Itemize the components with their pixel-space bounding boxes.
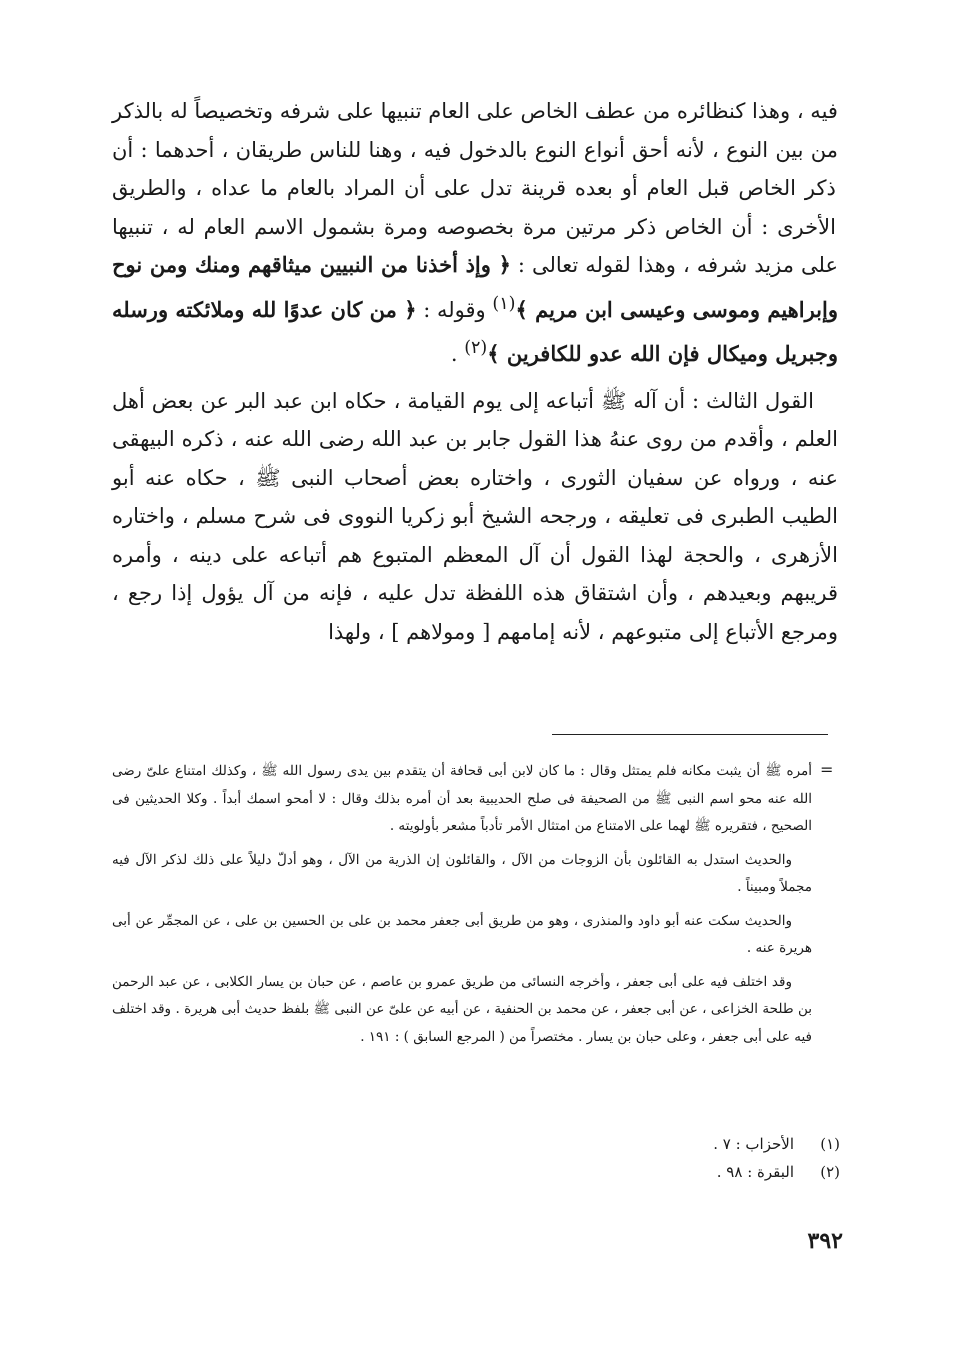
connector-text: وقوله : [416, 297, 493, 322]
footnote-paragraph: وقد اختلف فيه على أبى جعفر ، وأخرجه النسائى من طريق عمرو بن عاصم ، عن حبان بن يسار الكلابى ، عن عبد الرحمن بن طلحة الخزاعى ، عن أبى جعفر ، عن محمد بن الحنفية ، عن أبيه عن علىّ عن النبى ﷺ بلفظ حديث أبى هريرة . وقد اختلف فيه على أبى جعفر ، وعلى حبان بن يسار . مختصراً من ( المرجع السابق ) : ١٩١ . [112, 973, 812, 1045]
footnotes-block [112, 758, 812, 1051]
text-line: فيه ، وهذا كنظائره من عطف الخاص على العام تنبيها على شرفه وتخصيصاً له بالذكر [112, 99, 838, 123]
footnote-paragraph: والحديث سكت عنه أبو داود والمنذرى ، وهو من طريق أبى جعفر محمد بن على بن الحسين بن على ، عن المجمِّر عن أبى هريرة عنه . [112, 912, 812, 956]
reference-text: البقرة : ٩٨ . [716, 1163, 794, 1181]
quran-verse-2: ﴿ من كان عدوًا لله وملائكته ورسله وجبريل وميكال فإن الله عدو للكافرين ﴾ [112, 296, 838, 366]
reference-number: (٢) [820, 1163, 840, 1181]
page-number: ٣٩٢ [807, 1228, 843, 1254]
paragraph-2: القول الثالث : أن آله ﷺ أتباعه إلى يوم القيامة ، حكاه ابن عبد البر عن بعض أهل العلم ، وأقدم من روى عنهُ هذا القول جابر بن عبد الله رضى الله عنه ، ذكره البيهقى عنه ، ورواه عن سفيان الثورى ، واختاره بعض أصحاب النبى ﷺ ، حكاه عنه أبو الطيب الطبرى فى تعليقه ، ورجحه الشيخ أبو زكريا النووى فى شرح مسلم ، واختاره الأزهرى ، والحجة لهذا القول أن آل المعظم المتبوع هم أتباعه على دينه ، وأمره قريبهم وبعيدهم ، وأن اشتقاق هذه اللفظة تدل عليه ، فإنه من آل يؤول إذا رجع ، ومرجع الأتباع إلى متبوعهم ، لأنه إمامهم [ ومولاهم ] ، ولهذا [112, 388, 838, 644]
text-line: أن ذكر الخاص قبل العام أو بعده قرينة تدل على أن المراد بالعام ما عداه ، والطريق [112, 137, 836, 200]
footnote-ref-1: (١) [492, 293, 516, 314]
references-list [600, 1130, 840, 1186]
footnote-continuation: أمره ﷺ أن يثبت مكانه فلم يمتثل وقال : ما كان لابن أبى قحافة أن يتقدم بين يدى رسول الله ﷺ ، وكذلك امتناع علىّ رضى الله عنه محو اسم النبى ﷺ من الصحيفة فى صلح الحديبية بعد أن أمره بذلك وقال : لا أمحو اسمك أبداً . وكلا الحديثين فى الصحيح ، فتقريره ﷺ لهما على الامتناع من امتثال الأمر تأدباً مشعر بأولويته . [112, 763, 812, 834]
reference-item [600, 1130, 840, 1158]
continuation-mark: = [820, 760, 834, 779]
text-line: الأخرى : أن الخاص ذكر مرتين مرة بخصوصه ومرة بشمول الاسم العام له ، تنبيها [112, 214, 836, 239]
quran-verse-1: ﴿ وإذ أخذنا من النبيين ميثاقهم ومنك ومن نوح وإبراهيم وموسى وعيسى ابن مريم ﴾ [112, 252, 838, 322]
footnote-ref-2: (٢) [464, 338, 488, 358]
footnote-separator [552, 734, 828, 735]
text-line: من بين النوع ، لأنه أحق أنواع النوع بالدخول فيه ، وهنا للناس طريقان ، أحدهما : [133, 137, 838, 162]
reference-item [600, 1158, 840, 1186]
footnote-paragraph: والحديث استدل به القائلون بأن الزوجات من الآل ، والقائلون إن الذرية من الآل ، وهو أدلّ دليلاً على ذلك لذكر الآل فيه مجملاً ومبيناً . [112, 851, 812, 895]
reference-text: الأحزاب : ٧ . [713, 1135, 794, 1153]
paragraph-1 [112, 92, 838, 374]
text-line: على مزيد شرفه ، وهذا لقوله تعالى : [510, 253, 838, 277]
end-dot: . [450, 342, 465, 366]
reference-number: (١) [820, 1135, 840, 1153]
main-text [112, 92, 838, 651]
